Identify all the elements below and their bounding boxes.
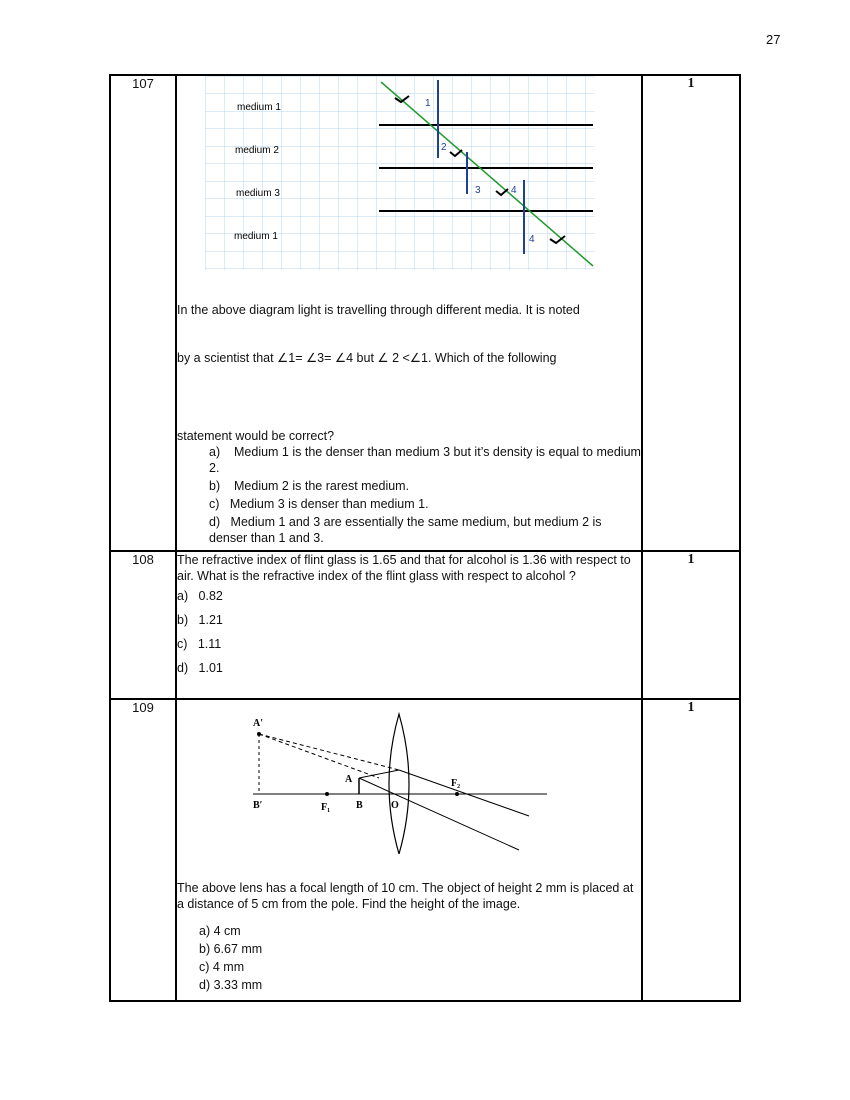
question-row xyxy=(110,699,740,1001)
light-ray xyxy=(359,770,399,778)
question-row xyxy=(110,551,740,699)
question-text: statement would be correct? xyxy=(177,429,335,443)
question-marks: 1 xyxy=(642,75,740,551)
light-ray xyxy=(399,770,529,816)
image-point xyxy=(257,732,261,736)
angle-label: 4 xyxy=(511,185,517,196)
option-d: d) 3.33 mm xyxy=(199,978,263,992)
question-marks: 1 xyxy=(642,699,740,1001)
option-a: a) 0.82 xyxy=(177,589,223,603)
question-body xyxy=(176,699,642,1001)
point-label: B′ xyxy=(253,800,263,811)
question-row xyxy=(110,75,740,551)
question-table xyxy=(109,74,741,1002)
medium-label: medium 3 xyxy=(236,188,280,199)
option-b: b) 1.21 xyxy=(177,613,223,627)
option-list xyxy=(177,922,641,994)
option-a: a) 4 cm xyxy=(199,924,241,938)
angle-label: 2 xyxy=(441,142,447,153)
option-c: c) 1.11 xyxy=(177,637,222,651)
focus-point xyxy=(455,792,459,796)
question-text: The above lens has a focal length of 10 cm. The object of height 2 mm is placed at a distance of 5 cm from the pole. Find the height of the image. xyxy=(177,881,634,911)
focus-point xyxy=(325,792,329,796)
option-b: b) 6.67 mm xyxy=(199,942,263,956)
option-list xyxy=(177,444,641,546)
option-list xyxy=(177,588,641,676)
angle-label: 3 xyxy=(475,185,481,196)
question-number: 107 xyxy=(110,75,176,551)
point-label: F₂ xyxy=(451,778,461,789)
virtual-ray xyxy=(259,734,399,770)
angle-label: 1 xyxy=(425,98,431,109)
medium-label: medium 2 xyxy=(235,145,279,156)
question-body xyxy=(176,551,642,699)
angle-label: 4 xyxy=(529,234,535,245)
option-c: c) Medium 3 is denser than medium 1. xyxy=(209,497,429,511)
question-number: 108 xyxy=(110,551,176,699)
question-marks: 1 xyxy=(642,551,740,699)
point-label: B xyxy=(356,800,363,811)
point-label: A′ xyxy=(253,718,264,729)
question-text: In the above diagram light is travelling through different media. It is noted xyxy=(177,303,580,317)
point-label: F₁ xyxy=(321,802,331,813)
option-c: c) 4 mm xyxy=(199,960,245,974)
virtual-ray xyxy=(259,734,379,778)
light-ray xyxy=(359,778,519,850)
question-text: The refractive index of flint glass is 1.65 and that for alcohol is 1.36 with respect to air. What is the refractive index of the flint glass with respect to alcohol ? xyxy=(177,553,631,583)
question-text: by a scientist that ∠1= ∠3= ∠4 but ∠ 2 <∠1. Which of the following xyxy=(177,351,557,365)
option-a: a) Medium 1 is the denser than medium 3 but it’s density is equal to medium 2. xyxy=(209,445,641,475)
question-body xyxy=(176,75,642,551)
page-number: 27 xyxy=(766,32,781,47)
refraction-diagram xyxy=(205,76,595,270)
question-number: 109 xyxy=(110,699,176,1001)
option-d: d) Medium 1 and 3 are essentially the same medium, but medium 2 is denser than 1 and 3. xyxy=(209,515,602,545)
point-label: A xyxy=(345,774,353,785)
medium-label: medium 1 xyxy=(237,102,281,113)
point-label: O xyxy=(391,800,399,811)
medium-label: medium 1 xyxy=(234,231,278,242)
convex-lens xyxy=(389,714,409,854)
option-b: b) Medium 2 is the rarest medium. xyxy=(209,479,410,493)
lens-diagram xyxy=(249,712,549,854)
option-d: d) 1.01 xyxy=(177,661,223,675)
